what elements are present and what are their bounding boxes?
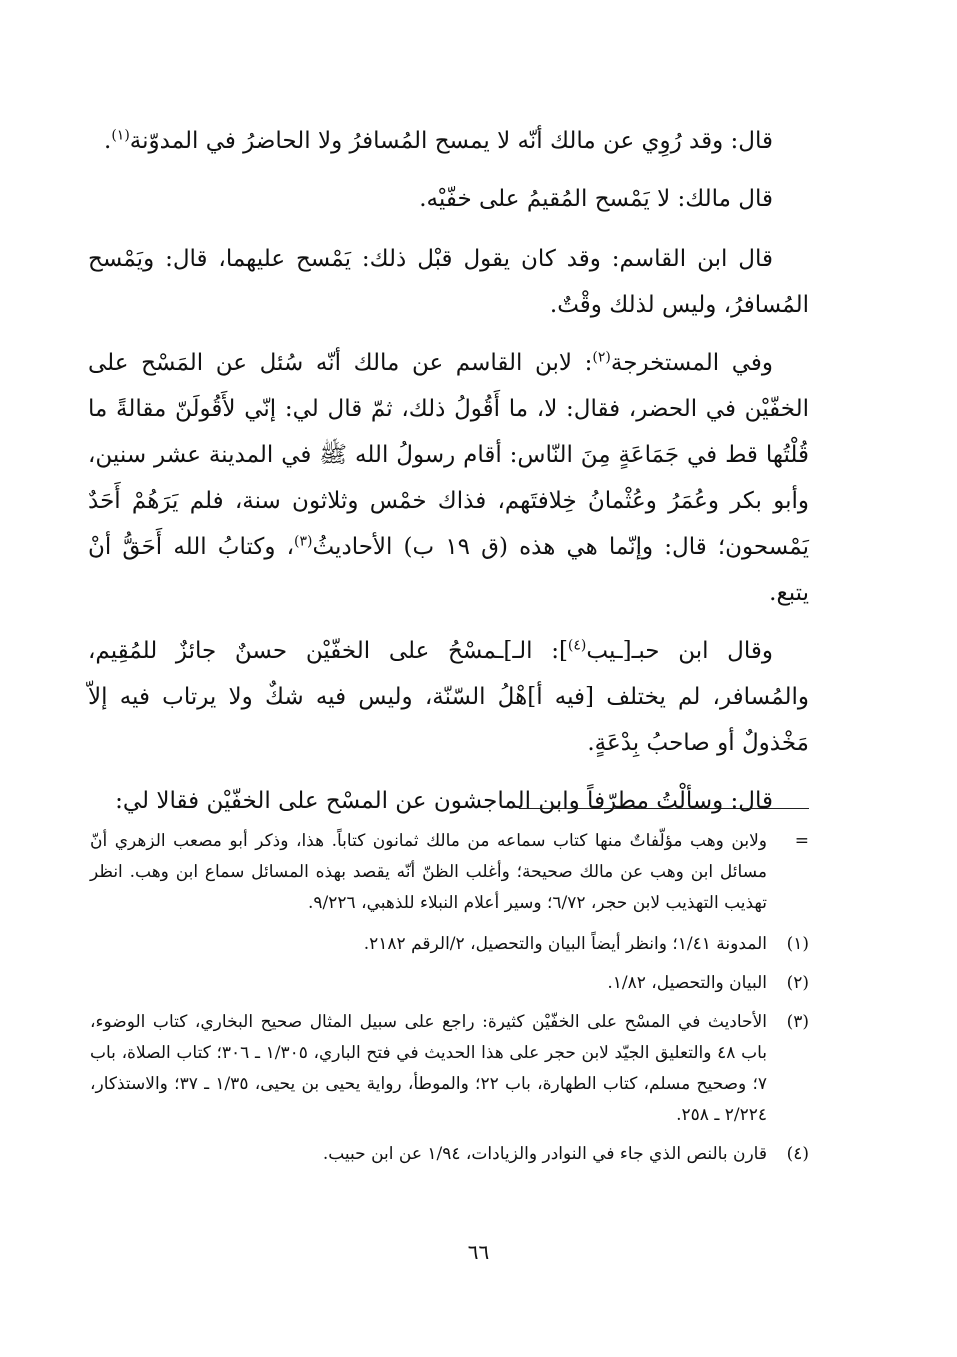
paragraph-text: قال ابن القاسم: وقد كان يقول قبْل ذلك: يَمْسح عليهما، قال: ويَمْسح المُسافرُ، وليس لذلك وقْتٌ. <box>88 246 809 318</box>
footnote-ref: (٢) <box>592 349 611 366</box>
paragraph-text: : لابن القاسم عن مالك أنّه سُئل عن المَسْح على الخفّيْن في الحضر، فقال: لا، ما أَقُولُ ذلك، ثمّ قال لي: إنّي لأَقُولَنّ مقالةً ما قُلْتُها قط في جَمَاعَةٍ مِنَ النّاس: أقام رسولُ الله ﷺ في المدينة عشر سنين، وأبو بكر وعُمَرُ وعُثْمانُ خِلافتَهم، فذاك خمْس وثلاثون سنة، فلم يَرَهُمْ أَحَدٌ يَمْسحون؛ قال: وإنّما هي هذه (ق ١٩ ب) الأحاديثُ <box>88 350 809 560</box>
paragraph-text: قال: وسألْتُ مطرّفاً وابن الماجشون عن المسْح على الخفّيْن فقالا لي: <box>115 788 773 814</box>
footnote-text: البيان والتحصيل، ١/٨٢. <box>607 973 767 993</box>
paragraph-4 <box>88 340 809 616</box>
paragraph-text: . <box>104 128 112 154</box>
page-number: ٦٦ <box>467 1240 490 1264</box>
footnote-number: (٤) <box>786 1144 809 1164</box>
paragraph-text: قال: وقد رُوِي عن مالك أنّه لا يمسح المُسافرُ ولا الحاضرُ في المدوّنة <box>129 128 773 154</box>
paragraph-text: قال مالك: لا يَمْسح المُقيمُ على خفّيْه. <box>419 186 773 212</box>
paragraph-text: ]: الـ]ـمسْحُ على الخفّيْن حسنٌ جائزٌ للمُقِيم، والمُسافر، لم يختلف [فيه أ]هْلُ السّنّة، وليس فيه شكٌ ولا يرتاب فيه إلاّ مَخْذولٌ أو صاحبُ بِدْعَةٍ. <box>88 638 809 756</box>
footnote-1 <box>90 929 809 960</box>
footnote-3 <box>90 1007 809 1131</box>
footnote-ref: (١) <box>111 127 130 144</box>
footnote-separator <box>519 808 809 809</box>
footnote-ref: (٣) <box>294 533 313 550</box>
footnote-2 <box>90 968 809 999</box>
paragraph-2 <box>88 176 809 222</box>
paragraph-text: وفي المستخرجة <box>610 350 773 376</box>
footnote-number: (٣) <box>786 1012 809 1032</box>
paragraph-5 <box>88 628 809 766</box>
footnote-text: المدونة ١/٤١؛ وانظر أيضاً البيان والتحصيل، ٢/الرقم ٢١٨٢. <box>363 934 767 954</box>
paragraph-text: وقال ابن حبـ[ـيب <box>586 638 773 664</box>
paragraph-3 <box>88 236 809 328</box>
footnotes <box>90 826 809 1178</box>
footnote-4 <box>90 1139 809 1170</box>
footnote-continuation <box>90 826 809 919</box>
footnote-text: قارن بالنص الذي جاء في النوادر والزيادات، ١/٩٤ عن ابن حبيب. <box>322 1144 767 1164</box>
footnote-number: (٢) <box>786 973 809 993</box>
paragraph-text: ، وكتابُ الله أَحَقُّ أنْ يتبع. <box>88 534 809 606</box>
footnote-number: (١) <box>786 934 809 954</box>
main-text <box>88 118 809 836</box>
paragraph-6 <box>88 778 809 824</box>
footnote-ref: (٤) <box>567 637 587 654</box>
continuation-marker: = <box>794 831 809 851</box>
footnote-text: الأحاديث في المسْح على الخفّيْن كثيرة: راجع على سبيل المثال صحيح البخاري، كتاب الوضوء، باب ٤٨ والتعليق الجيّد لابن حجر على هذا الحديث في فتح الباري، ١/٣٠٥ ـ ٣٠٦؛ كتاب الصلاة، باب ٧؛ وصحيح مسلم، كتاب الطهارة، باب ٢٢؛ والموطأ، رواية يحيى بن يحيى، ١/٣٥ ـ ٣٧؛ والاستذكار، ٢/٢٢٤ ـ ٢٥٨. <box>90 1012 768 1125</box>
footnote-text: ولابن وهب مؤلّفاتٌ منها كتاب سماعه من مالك ثمانون كتاباً. هذا، وذكر أبو مصعب الزهري أنّ مسائل ابن وهب عن مالك صحيحة؛ وأغلب الظنّ أنّه يقصد بهذه المسائل سماع ابن وهب. انظر تهذيب التهذيب لابن حجر، ٦/٧٢؛ وسير أعلام النبلاء للذهبي، ٩/٢٢٦. <box>90 831 767 913</box>
paragraph-1 <box>88 118 809 164</box>
